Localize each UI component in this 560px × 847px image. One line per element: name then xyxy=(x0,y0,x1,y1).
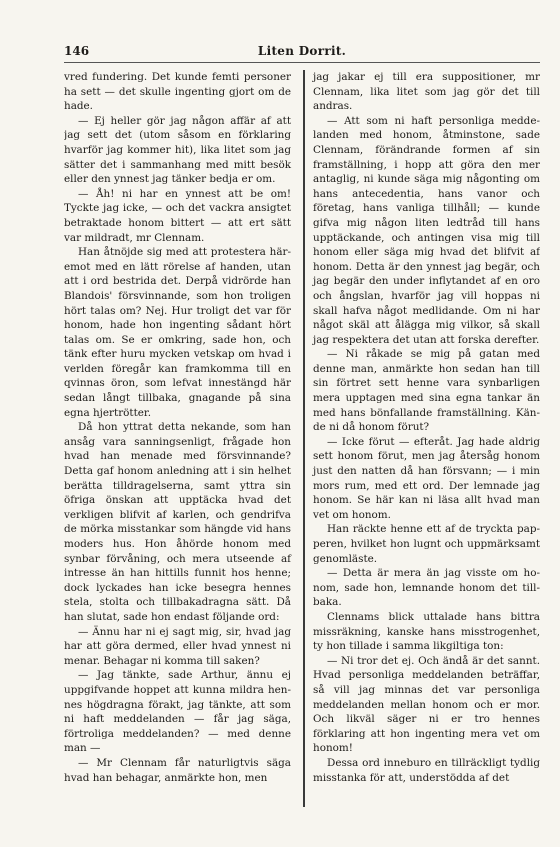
paragraph: Han åtnöjde sig med att protestera häremot med en lätt rörelse af handen, utan att i ord bestrida det. Derpå vidrörde han Blandois' försvinnande, som hon troligen hört talas om? Nej. Hur troligt det var för honom, hade hon ingenting sådant hört talas om. Se er omkring, sade hon, och tänk efter huru mycken vetskap om hvad i verlden föregår kan framkomma till en qvinnas öron, som lefvat innestängd här sedan långt tillbaka, gnagande på sina egna hjertrötter. xyxy=(64,246,291,419)
paragraph: — Ni råkade se mig på gatan med denne man, anmärkte hon sedan han till sin förtret sett henne vara synbarligen mera upptagen med sina egna tankar än med hans bönfallande framställning. Kände ni då honom förut? xyxy=(313,348,540,434)
header-rule xyxy=(64,62,540,63)
paragraph: — Icke förut — efteråt. Jag hade aldrig sett honom förut, men jag återsåg honom just den natten då han försvann; — i min mors rum, med ett ord. Der lemnade jag honom. Se här kan ni läsa allt hvad man vet om honom. xyxy=(313,435,540,521)
paragraph: — Jag tänkte, sade Arthur, ännu ej uppgifvande hoppet att kunna mildra hennes högdragna förakt, jag tänkte, att som ni haft meddelanden — får jag säga, förtroliga meddelanden? — med denne man — xyxy=(64,669,291,755)
paragraph: — Mr Clennam får naturligtvis säga hvad han behagar, anmärkte hon, men xyxy=(64,756,291,784)
left-column xyxy=(64,70,297,807)
paragraph: Då hon yttrat detta nekande, som han ansåg vara sanningsenligt, frågade hon hvad han menade med försvinnande? Detta gaf honom anledning att i sin helhet berätta tilldragelserna, samt yttra sin öfriga önskan att upptäcka hvad det verkligen blifvit af karlen, och gendrifva de mörka misstankar som hängde vid hans moders hus. Hon åhörde honom med synbar förvåning, och mera utseende af intresse än han hittills funnit hos henne; dock lyckades han icke besegra hennes stela, stolta och tillbakadragna sätt. Då han slutat, sade hon endast följande ord: xyxy=(64,421,291,623)
paragraph: — Ej heller gör jag någon affär af att jag sett det (utom såsom en förklaring hvarför jag kommer hit), lika litet som jag sätter det i sammanhang med mitt besök eller den ynnest jag tänker bedja er om. xyxy=(64,114,291,186)
text-columns xyxy=(64,70,540,807)
paragraph: — Åh! ni har en ynnest att be om! Tyckte jag icke, — och det vackra ansigtet betraktade honom bittert — att ert sätt var mildradt, mr Clennam. xyxy=(64,187,291,244)
paragraph: — Ni tror det ej. Och ändå är det sannt. Hvad personliga meddelanden beträffar, så vill jag minnas det var personliga meddelanden mellan honom och er mor. Och likväl säger ni er tro hennes förklaring att hon ingenting mera vet om honom! xyxy=(313,654,540,755)
page-number: 146 xyxy=(64,44,90,58)
paragraph: — Detta är mera än jag visste om honom, sade hon, lemnande honom det tillbaka. xyxy=(313,567,540,609)
column-divider xyxy=(303,70,305,807)
paragraph: — Ännu har ni ej sagt mig, sir, hvad jag har att göra dermed, eller hvad ynnest ni menar. Behagar ni komma till saken? xyxy=(64,625,291,667)
paragraph: Clennams blick uttalade hans bittra missräkning, kanske hans misstrogenhet, ty hon tillade i samma likgiltiga ton: xyxy=(313,610,540,653)
paragraph: Dessa ord inneburo en tillräckligt tydlig misstanka för att, understödda af det xyxy=(313,756,540,784)
right-column xyxy=(311,70,540,807)
paragraph: vred fundering. Det kunde femti personer ha sett — det skulle ingenting gjort om de hade. xyxy=(64,71,291,113)
paragraph: jag jakar ej till era suppositioner, mr Clennam, lika litet som jag gör det till andras. xyxy=(313,71,540,113)
paragraph: — Att som ni haft personliga meddelanden med honom, åtminstone, sade Clennam, förändrande formen af sin framställning, i hopp att göra den mer antaglig, ni kunde säga mig någonting om hans antecedentia, hans vanor och företag, hans vanliga tillhåll; — kunde gifva mig någon liten ledtråd till hans upptäckande, och antingen visa mig till honom eller säga mig hvad det blifvit af honom. Detta är den ynnest jag begär, och jag begär den under inflytandet af en oro och ångslan, hvarför jag vill hoppas ni skall hafva något medlidande. Om ni har något skäl att ålägga mig vilkor, så skall jag respektera det utan att forska derefter. xyxy=(313,114,540,346)
paragraph: Han räckte henne ett af de tryckta papperen, hvilket hon lugnt och uppmärksamt genomläste. xyxy=(313,523,540,565)
running-title: Liten Dorrit. xyxy=(257,44,347,58)
